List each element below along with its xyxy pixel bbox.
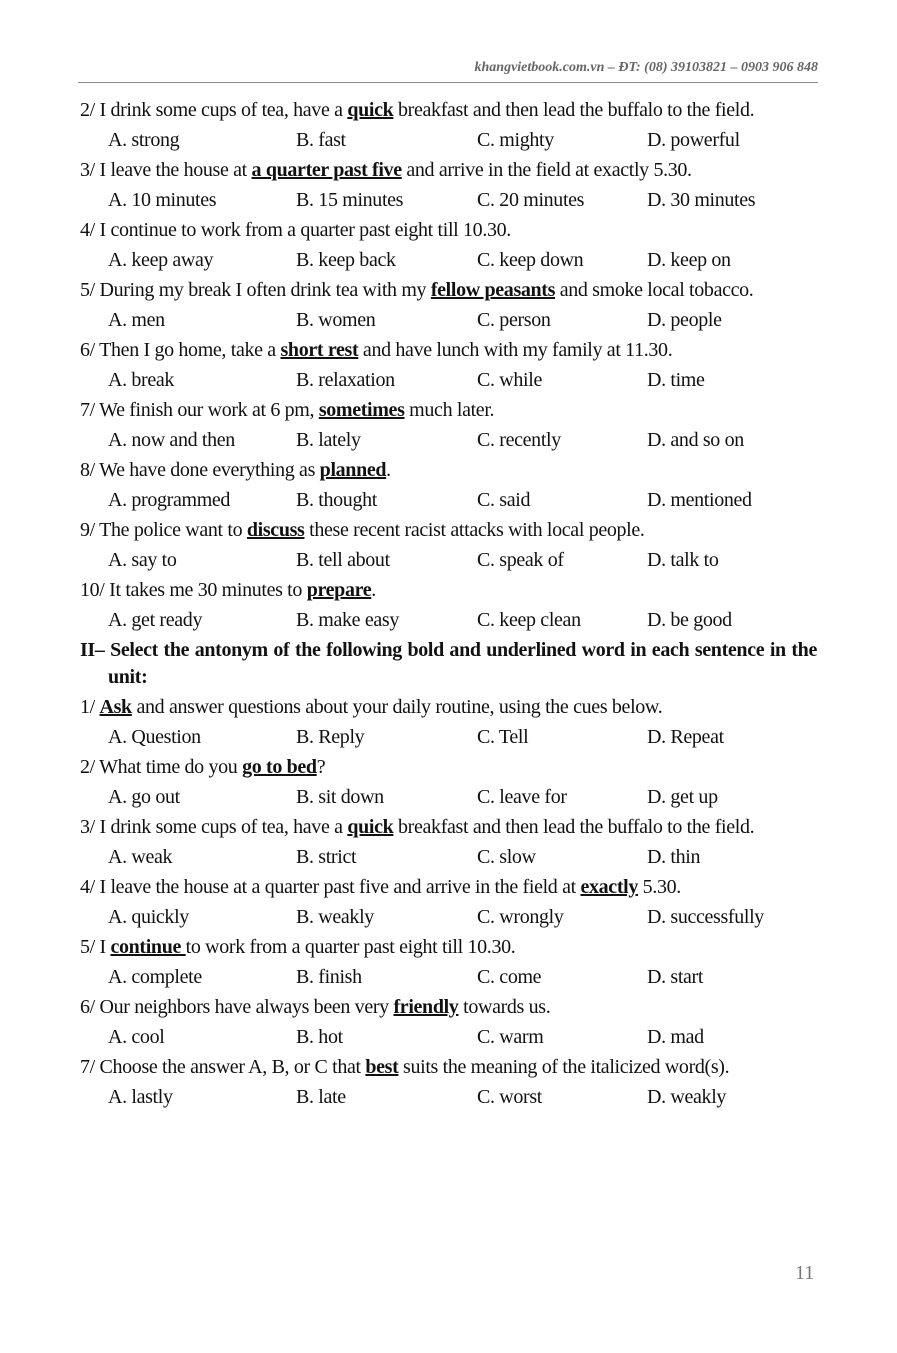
answer-options	[80, 724, 817, 751]
answer-option: D. keep on	[647, 249, 731, 271]
answer-option: B. strict	[296, 846, 357, 868]
answer-option: D. be good	[647, 609, 732, 631]
question-text	[80, 1054, 817, 1081]
page-header	[78, 60, 818, 83]
answer-option: C. worst	[477, 1086, 542, 1108]
question-text	[80, 994, 817, 1021]
question-text	[80, 457, 817, 484]
text-segment: breakfast and then lead the buffalo to the field.	[393, 816, 755, 838]
answer-option: C. recently	[477, 429, 561, 451]
question-text	[80, 577, 817, 604]
exercise-content	[80, 97, 817, 1114]
answer-option: A. strong	[108, 129, 180, 151]
answer-options	[80, 427, 817, 454]
answer-options	[80, 547, 817, 574]
answer-options	[80, 1084, 817, 1111]
answer-option: D. powerful	[647, 129, 740, 151]
answer-option: C. while	[477, 369, 542, 391]
answer-option: B. relaxation	[296, 369, 395, 391]
answer-option: C. keep clean	[477, 609, 581, 631]
text-segment: ?	[316, 756, 326, 778]
text-segment: and have lunch with my family at 11.30.	[358, 339, 673, 361]
answer-option: C. slow	[477, 846, 536, 868]
answer-options	[80, 964, 817, 991]
target-word: quick	[347, 99, 394, 121]
header-text: khangvietbook.com.vn – ĐT: (08) 39103821 – 0903 906 848	[474, 60, 818, 75]
answer-option: D. Repeat	[647, 726, 724, 748]
text-segment: 10/ It takes me 30 minutes to	[80, 579, 307, 601]
answer-option: D. successfully	[647, 906, 764, 928]
answer-option: C. 20 minutes	[477, 189, 585, 211]
answer-option: D. weakly	[647, 1086, 727, 1108]
answer-option: D. thin	[647, 846, 701, 868]
answer-option: A. weak	[108, 846, 173, 868]
answer-option: B. make easy	[296, 609, 399, 631]
text-segment: breakfast and then lead the buffalo to the field.	[393, 99, 755, 121]
text-segment: 6/ Then I go home, take a	[80, 339, 281, 361]
answer-option: A. lastly	[108, 1086, 173, 1108]
text-segment: these recent racist attacks with local people.	[304, 519, 645, 541]
answer-option: C. leave for	[477, 786, 567, 808]
answer-option: B. hot	[296, 1026, 343, 1048]
question-text	[80, 277, 817, 304]
answer-option: B. Reply	[296, 726, 365, 748]
text-segment: and smoke local tobacco.	[555, 279, 754, 301]
text-segment: 7/ Choose the answer A, B, or C that	[80, 1056, 366, 1078]
target-word: continue	[110, 936, 186, 958]
answer-option: A. break	[108, 369, 175, 391]
text-segment: 5.30.	[638, 876, 681, 898]
answer-option: A. now and then	[108, 429, 235, 451]
answer-options	[80, 904, 817, 931]
answer-option: D. mentioned	[647, 489, 752, 511]
answer-option: A. programmed	[108, 489, 231, 511]
answer-option: D. and so on	[647, 429, 744, 451]
answer-options	[80, 607, 817, 634]
answer-option: D. 30 minutes	[647, 189, 756, 211]
text-segment: .	[371, 579, 376, 601]
answer-option: B. fast	[296, 129, 346, 151]
answer-option: C. mighty	[477, 129, 554, 151]
text-segment: much later.	[404, 399, 495, 421]
answer-options	[80, 784, 817, 811]
text-segment: 4/ I leave the house at a quarter past five and arrive in the field at	[80, 876, 581, 898]
question-text	[80, 754, 817, 781]
answer-option: D. get up	[647, 786, 718, 808]
target-word: exactly	[580, 876, 639, 898]
question-text	[80, 397, 817, 424]
answer-option: D. mad	[647, 1026, 704, 1048]
answer-option: D. time	[647, 369, 705, 391]
question-text	[80, 157, 817, 184]
text-segment: 5/ During my break I often drink tea with my	[80, 279, 431, 301]
answer-option: C. keep down	[477, 249, 584, 271]
answer-option: A. get ready	[108, 609, 203, 631]
answer-option: B. keep back	[296, 249, 396, 271]
answer-option: B. 15 minutes	[296, 189, 404, 211]
answer-options	[80, 247, 817, 274]
answer-option: A. Question	[108, 726, 201, 748]
question-text	[80, 517, 817, 544]
answer-options	[80, 487, 817, 514]
target-word: prepare	[306, 579, 372, 601]
answer-option: B. sit down	[296, 786, 384, 808]
answer-option: B. lately	[296, 429, 361, 451]
answer-option: D. people	[647, 309, 722, 331]
answer-options	[80, 307, 817, 334]
text-segment: to work from a quarter past eight till 10.30.	[185, 936, 516, 958]
question-text	[80, 97, 817, 124]
text-segment: 2/ What time do you	[80, 756, 243, 778]
text-segment: and arrive in the field at exactly 5.30.	[401, 159, 692, 181]
text-segment: 8/ We have done everything as	[80, 459, 320, 481]
target-word: sometimes	[318, 399, 405, 421]
target-word: Ask	[99, 696, 132, 718]
answer-option: A. men	[108, 309, 165, 331]
answer-option: D. talk to	[647, 549, 719, 571]
question-text	[80, 874, 817, 901]
question-text	[80, 814, 817, 841]
text-segment: 2/ I drink some cups of tea, have a	[80, 99, 348, 121]
answer-option: C. warm	[477, 1026, 544, 1048]
question-text	[80, 217, 817, 244]
text-segment: towards us.	[458, 996, 551, 1018]
text-segment: 7/ We finish our work at 6 pm,	[80, 399, 319, 421]
section-heading	[80, 637, 817, 691]
answer-options	[80, 844, 817, 871]
target-word: best	[365, 1056, 399, 1078]
answer-options	[80, 367, 817, 394]
question-text	[80, 694, 817, 721]
question-text	[80, 934, 817, 961]
answer-option: B. finish	[296, 966, 362, 988]
text-segment: .	[386, 459, 391, 481]
text-segment: 3/ I leave the house at	[80, 159, 252, 181]
target-word: a quarter past five	[251, 159, 402, 181]
answer-option: C. said	[477, 489, 531, 511]
text-segment: 3/ I drink some cups of tea, have a	[80, 816, 348, 838]
answer-options	[80, 187, 817, 214]
answer-option: C. Tell	[477, 726, 529, 748]
page-number: 11	[795, 1262, 815, 1284]
answer-options	[80, 1024, 817, 1051]
answer-option: A. keep away	[108, 249, 214, 271]
target-word: friendly	[393, 996, 459, 1018]
text-segment: 4/ I continue to work from a quarter past eight till 10.30.	[80, 219, 511, 241]
answer-option: B. weakly	[296, 906, 374, 928]
answer-options	[80, 127, 817, 154]
answer-option: C. speak of	[477, 549, 564, 571]
target-word: fellow peasants	[430, 279, 556, 301]
text-segment: suits the meaning of the italicized word(s).	[398, 1056, 730, 1078]
text-segment: and answer questions about your daily routine, using the cues below.	[131, 696, 663, 718]
answer-option: C. wrongly	[477, 906, 564, 928]
text-segment: 9/ The police want to	[80, 519, 247, 541]
target-word: quick	[347, 816, 394, 838]
answer-option: B. late	[296, 1086, 346, 1108]
answer-option: A. say to	[108, 549, 177, 571]
answer-option: B. women	[296, 309, 376, 331]
text-segment: 6/ Our neighbors have always been very	[80, 996, 394, 1018]
answer-option: A. quickly	[108, 906, 189, 928]
text-segment: II– Select the antonym of the following bold and underlined word in each sentence in the unit:	[80, 639, 817, 688]
answer-option: A. 10 minutes	[108, 189, 217, 211]
text-segment: 5/ I	[80, 936, 111, 958]
answer-option: A. complete	[108, 966, 202, 988]
answer-option: D. start	[647, 966, 704, 988]
target-word: discuss	[246, 519, 305, 541]
answer-option: B. tell about	[296, 549, 390, 571]
target-word: planned	[319, 459, 387, 481]
target-word: short rest	[280, 339, 359, 361]
answer-option: C. person	[477, 309, 551, 331]
target-word: go to bed	[242, 756, 317, 778]
question-text	[80, 337, 817, 364]
answer-option: A. cool	[108, 1026, 165, 1048]
answer-option: A. go out	[108, 786, 180, 808]
text-segment: 1/	[80, 696, 100, 718]
answer-option: B. thought	[296, 489, 377, 511]
answer-option: C. come	[477, 966, 542, 988]
